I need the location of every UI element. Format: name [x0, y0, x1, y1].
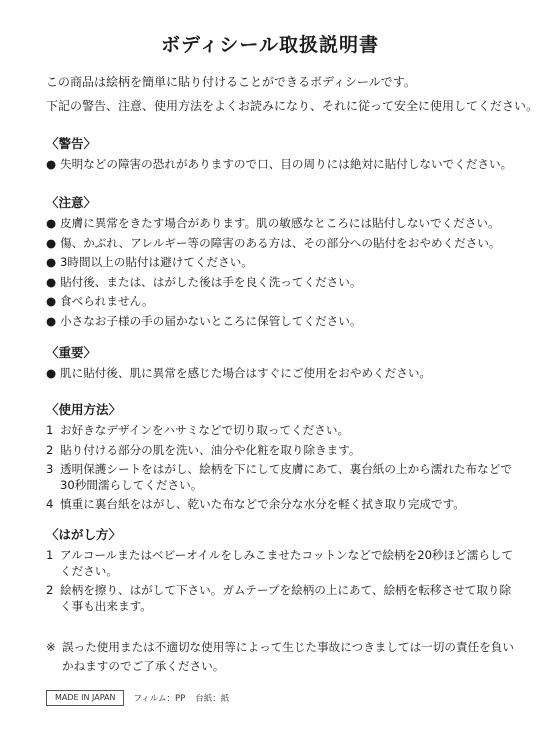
step-number: 2: [46, 583, 54, 597]
item-text: 3時間以上の貼付は避けてください。: [60, 255, 253, 269]
step-number: 1: [46, 548, 54, 562]
list-item: [46, 462, 516, 493]
list-item: [46, 443, 516, 459]
item-text: 食べられません。: [60, 294, 154, 308]
page-title: ボディシール取扱説明書: [160, 34, 380, 56]
list-item: [46, 294, 516, 310]
item-text: 失明などの障害の恐れがありますので口、目の周りには絶対に貼付しないでください。: [60, 157, 513, 171]
section-heading: 〈警告〉: [46, 136, 97, 151]
list-item: [46, 275, 516, 291]
bullet-marker: ●: [46, 235, 57, 250]
list-item: [46, 216, 516, 232]
item-text: 貼り付ける部分の肌を洗い、油分や化粧を取り除きます。: [60, 442, 361, 457]
bullet-marker: ●: [46, 274, 57, 289]
list-item: [46, 255, 516, 271]
item-text: アルコールまたはベビーオイルをしみこませたコットンなどで絵柄を20秒ほど濡らしてください。: [60, 548, 514, 578]
item-text: 傷、かぶれ、アレルギー等の障害のある方は、その部分への貼付をおやめください。: [60, 235, 501, 250]
bullet-marker: ●: [46, 157, 57, 171]
intro-line: 下記の警告、注意、使用方法をよくお読みになり、それに従って安全に使用してください。: [46, 99, 539, 113]
disclaimer-note: [46, 638, 516, 676]
bullet-marker: ●: [46, 216, 57, 230]
removal-section: [46, 527, 516, 618]
list-item: [46, 423, 516, 439]
intro: [46, 75, 539, 123]
section-heading: 〈重要〉: [46, 345, 97, 360]
note-text: 誤った使用または不適切な使用等によって生じた事故につきましては一切の責任を負いかねますのでご了承ください。: [62, 640, 514, 673]
film-material: フィルム：PP: [133, 694, 186, 704]
item-text: 絵柄を擦り、はがして下さい。ガムテープを絵柄の上にあて、絵柄を転移させて取り除く事も出来ます。: [60, 583, 512, 613]
important-section: [46, 345, 516, 386]
footer: [46, 690, 229, 706]
bullet-marker: ●: [46, 366, 57, 380]
caution-section: [46, 195, 516, 333]
item-text: お好きなデザインをハサミなどで切り取ってください。: [60, 423, 350, 437]
item-text: 慎重に裏台紙をはがし、乾いた布などで余分な水分を軽く拭き取り完成です。: [60, 497, 465, 511]
item-text: 透明保護シートをはがし、絵柄を下にして皮膚にあて、裏台紙の上から濡れた布などで30秒間濡らしてください。: [60, 462, 512, 492]
intro-line: この商品は絵柄を簡単に貼り付けることができるボディシールです。: [46, 75, 416, 89]
section-heading: 〈注意〉: [46, 195, 97, 210]
made-in-badge: MADE IN JAPAN: [46, 690, 124, 706]
list-item: [46, 548, 516, 579]
step-number: 4: [46, 497, 54, 511]
item-text: 皮膚に異常をきたす場合があります。肌の敏感なところには貼付しないでください。: [60, 216, 500, 230]
bullet-marker: ●: [46, 255, 57, 269]
list-item: [46, 497, 516, 513]
materials: [133, 692, 229, 704]
list-item: [46, 583, 516, 614]
section-heading: 〈はがし方〉: [46, 527, 122, 542]
section-heading: 〈使用方法〉: [46, 402, 122, 417]
list-item: [46, 236, 516, 252]
item-text: 肌に貼付後、肌に異常を感じた場合はすぐにご使用をおやめください。: [60, 366, 432, 380]
usage-section: [46, 402, 516, 517]
backing-material: 台紙：紙: [195, 694, 230, 704]
step-number: 1: [46, 423, 54, 437]
list-item: [46, 157, 516, 173]
list-item: [46, 314, 516, 330]
item-text: 小さなお子様の手の届かないところに保管してください。: [60, 313, 362, 328]
bullet-marker: ●: [46, 294, 57, 308]
bullet-marker: ●: [46, 313, 57, 328]
step-number: 2: [46, 442, 54, 457]
warning-section: [46, 136, 516, 177]
item-text: 貼付後、または、はがした後は手を良く洗ってください。: [60, 274, 362, 289]
step-number: 3: [46, 462, 54, 476]
note-marker: ※: [46, 640, 56, 654]
list-item: [46, 366, 516, 382]
